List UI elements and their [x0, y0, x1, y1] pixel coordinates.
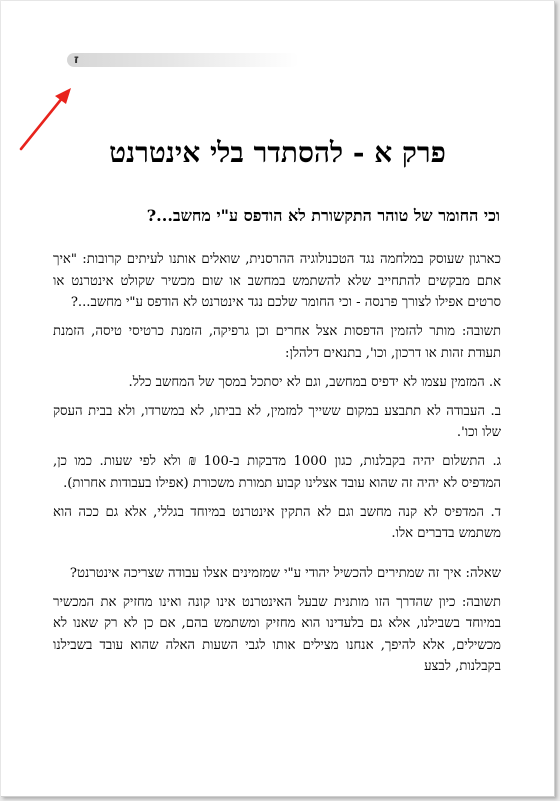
paragraph-condition-b: ב. העבודה לא תתבצע במקום ששייך למזמין, לא בביתו, לא במשרדו, ולא בבית העסק שלו וכו'. [53, 403, 501, 440]
document-page [1, 1, 555, 797]
page-number-bar [67, 53, 299, 67]
paragraph-question: שאלה: איך זה שמתירים להכשיל יהודי ע"י שמזמינים אצלו עבודה שצריכה אינטרנט? [69, 565, 501, 581]
section-subtitle: וכי החומר של טוהר התקשורת לא הודפס ע"י מחשב...? [146, 206, 500, 225]
paragraph-answer-2: תשובה: כיון שהדרך הזו מותנית שבעל האינטרנט אינו קונה ואינו מחזיק את המכשיר במיוחד בשבילנו, אלא גם בלעדינו הוא מחזיק ומשתמש בהם, אם כן לא רק שאנו לא מכשילים, אלא להיפך, אנחנו מצילים אותו לגבי השעות האלה שהוא עובד בשבילנו בקבלנות, לבצע [53, 594, 501, 674]
paragraph-intro: כארגון שעוסק במלחמה נגד הטכנולוגיה ההרסנית, שואלים אותנו לעיתים קרובות: "איך אתם מבקשים להתחייב שלא להשתמש במחשב או שום מכשיר שקולט אינטרנט או סרטים אפילו לצורך פרנסה - וכי החומר שלכם נגד אינטרנט לא הודפס ע"י מחשב...? [53, 252, 501, 310]
page-number: ז [74, 52, 79, 66]
paragraph-condition-d: ד. המדפיס לא קנה מחשב וגם לא התקין אינטרנט במיוחד בגללי, אלא גם ככה הוא משתמש בדברים אלו. [53, 504, 501, 541]
paragraph-condition-a: א. המזמין עצמו לא ידפיס במחשב, וגם לא יסתכל במסך של המחשב כלל. [128, 374, 501, 390]
chapter-title: פרק א - להסתדר בלי אינטרנט [109, 136, 446, 169]
paragraph-answer: תשובה: מותר להזמין הדפסות אצל אחרים וכן גרפיקה, הזמנת כרטיסי טיסה, הזמנת תעודת זהות או דרכון, וכו', בתנאים דלהלן: [53, 324, 501, 361]
body-text [53, 249, 501, 685]
paragraph-condition-c: ג. התשלום יהיה בקבלנות, כגון 1000 מדבקות ב-100 ₪ ולא לפי שעות. כמו כן, המדפיס לא יהיה זה שהוא עובד אצלינו קבוע תמורת משכורת (אפילו בעבודות אחרות). [53, 454, 501, 491]
